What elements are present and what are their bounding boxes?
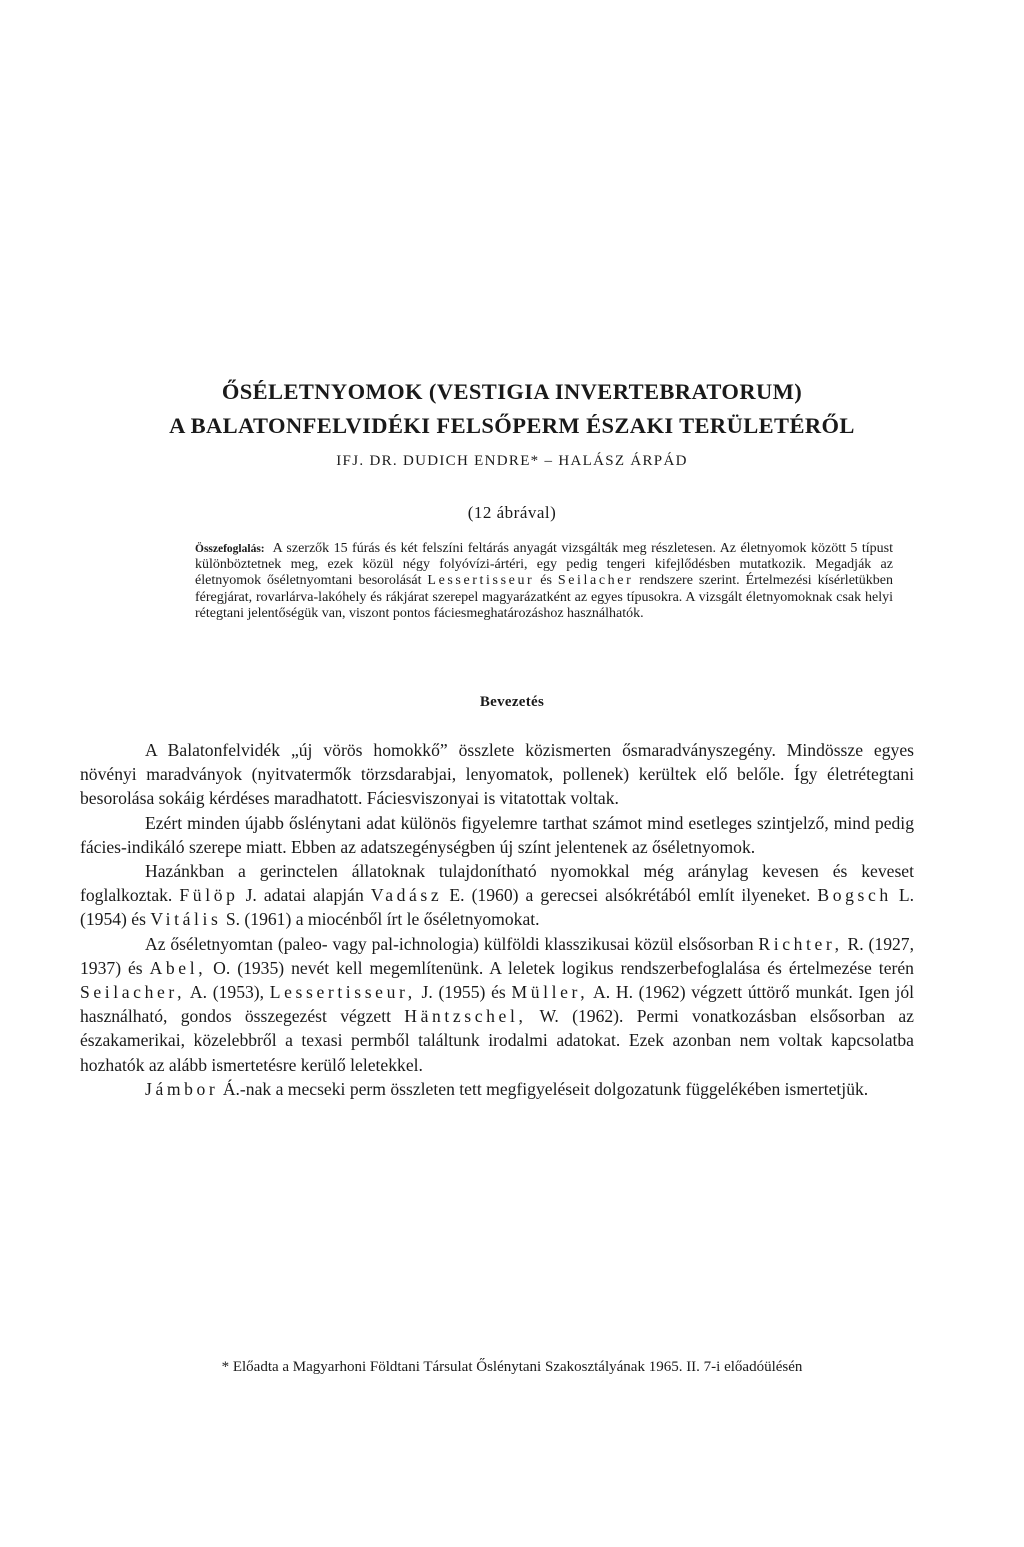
p4-name-lessertisseur: Lessertisseur, xyxy=(269,982,416,1003)
p5-name-jambor: Jámbor xyxy=(145,1078,219,1099)
p4-name-abel: Abel, xyxy=(149,957,207,978)
p4-name-seilacher: Seilacher, xyxy=(80,982,186,1003)
p3-name-vadasz: Vadász xyxy=(370,885,443,906)
figures-note: (12 ábrával) xyxy=(467,503,557,522)
paragraph-1: A Balatonfelvidék „új vörös homokkő” összlete közismerten ősmaradványszegény. Mindössze egyes növényi maradványok (nyitvatermők törzsdarabjai, lenyomatok, pollenek) kerültek elő belőle. Így életrétegtani besorolása sokáig kérdéses maradhatott. Fáciesviszonyai is vitatottak voltak. xyxy=(80,740,914,809)
paragraph-3 xyxy=(80,859,914,932)
section-heading: Bevezetés xyxy=(479,694,545,710)
p3-text-d: L. (1954) és xyxy=(80,885,914,930)
paragraph-4 xyxy=(80,932,914,1077)
paragraph-2: Ezért minden újabb őslénytani adat különös figyelemre tarthat számot mind esetleges szintjelző, mind pedig fácies-indikáló szerepe miatt. Ebben az adatszegénységben új színt jelentenek az őséletnyomok. xyxy=(80,812,914,857)
p4-text-a: Az őséletnyomtan (paleo- vagy pal-ichnologia) külföldi klasszikusai közül elsősorban xyxy=(145,933,754,954)
article-title-line-1: ŐSÉLETNYOMOK (VESTIGIA INVERTEBRATORUM) xyxy=(221,379,803,404)
author-line: IFJ. DR. DUDICH ENDRE* – HALÁSZ ÁRPÁD xyxy=(336,453,688,469)
p3-text-a: Hazánkban a gerinctelen állatoknak tulajdonítható nyomokkal még aránylag kevesen és keveset foglalkoztak. xyxy=(80,861,914,906)
p3-text-b: J. adatai alapján xyxy=(245,885,364,906)
p4-text-d: A. (1953), xyxy=(189,982,265,1003)
abstract-label: Összefoglalás: xyxy=(195,543,265,555)
abstract-conjunction: és xyxy=(540,573,552,589)
p3-text-e: S. (1961) a miocénből írt le őséletnyomokat. xyxy=(225,909,540,930)
footnote: * Előadta a Magyarhoni Földtani Társulat Őslénytani Szakosztályának 1965. II. 7-i előadóülésén xyxy=(221,1359,803,1375)
p3-name-vitalis: Vitális xyxy=(150,909,222,930)
p4-name-hantzschel: Häntzschel, xyxy=(404,1006,527,1027)
author-name-lessertisseur: Lessertisseur xyxy=(427,573,535,589)
abstract-text-1: A szerzők 15 fúrás és két felszíni feltárás anyagát vizsgálták meg részletesen. Az életnyomok között 5 típust különböztetnek meg, ezek közül négy folyóvízi-ártéri, egy pedig tengeri kifejlődésben mutatkozik. Megadják az életnyomok őséletnyomtani besorolását xyxy=(195,541,893,589)
p4-text-e: J. (1955) és xyxy=(421,982,506,1003)
abstract-block xyxy=(195,541,893,622)
p3-name-bogsch: Bogsch xyxy=(817,885,892,906)
p3-name-fulop: Fülöp xyxy=(179,885,239,906)
p3-text-c: E. (1960) a gerecsei alsókrétából említ ilyeneket. xyxy=(449,885,811,906)
article-title-line-2: A BALATONFELVIDÉKI FELSŐPERM ÉSZAKI TERÜLETÉRŐL xyxy=(169,413,855,438)
p4-name-richter: Richter, xyxy=(758,933,843,954)
p4-text-f: A. H. (1962) végzett úttörő munkát. Igen jól használható, gondos összegezést végzett xyxy=(80,982,915,1027)
p4-name-muller: Müller, xyxy=(511,982,589,1003)
p4-text-g: W. (1962). Permi vonatkozásban elsősorban az északamerikai, közelebbről a texasi permből találtunk irodalmi adatokat. Ezek azonban nem voltak kapcsolatba hozhatók az alább ismertetésre kerülő leletekkel. xyxy=(80,1006,914,1075)
body-text xyxy=(80,738,914,1101)
paragraph-5 xyxy=(80,1077,914,1101)
p4-text-b: R. (1927, 1937) és xyxy=(80,933,914,978)
p5-text-a: Á.-nak a mecseki perm összleten tett megfigyeléseit dolgozatunk függelékében ismertetjük. xyxy=(222,1078,869,1099)
abstract-text-2: rendszere szerint. Értelmezési kísérletükben féregjárat, rovarlárva-lakóhely és rákjárat szerepel magyarázatként az egyes típusokra. A vizsgált életnyomoknak csak helyi rétegtani jelentőségük van, viszont pontos fáciesmeghatározáshoz használhatók. xyxy=(195,573,894,621)
author-name-seilacher: Seilacher xyxy=(557,573,634,589)
p4-text-c: O. (1935) nevét kell megemlítenünk. A leletek logikus rendszerbefoglalása és értelmezése terén xyxy=(213,957,914,978)
